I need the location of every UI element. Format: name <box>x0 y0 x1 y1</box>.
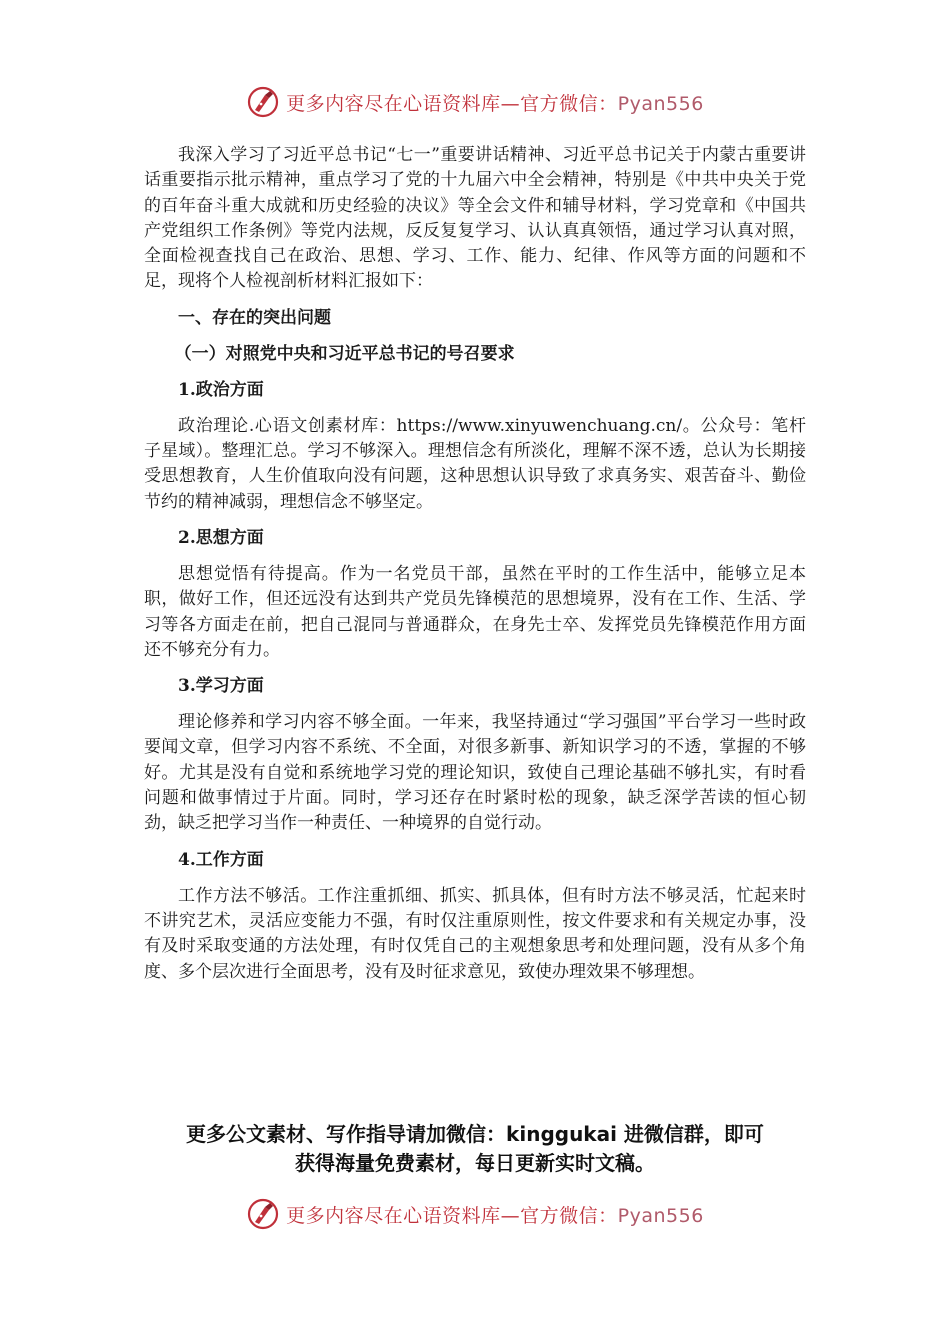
item-heading-thought: 2.思想方面 <box>178 527 264 548</box>
pen-nib-logo-icon <box>246 1197 280 1231</box>
document-body <box>144 143 806 996</box>
intro-paragraph: 我深入学习了习近平总书记“七一”重要讲话精神、习近平总书记关于内蒙古重要讲话重要指示批示精神，重点学习了党的十九届六中全会精神，特别是《中共中央关于党的百年奋斗重大成就和历史经验的决议》等全会文件和辅导材料，学习党章和《中国共产党组织工作条例》等党内法规，反反复复学习、认认真真领悟，通过学习认真对照，全面检视查找自己在政治、思想、学习、工作、能力、纪律、作风等方面的问题和不足，现将个人检视剖析材料汇报如下： <box>144 145 806 292</box>
pen-nib-logo-icon <box>246 85 280 119</box>
promo-text <box>0 1120 950 1178</box>
footer-banner-text: 更多内容尽在心语资料库—官方微信：Pyan556 <box>286 1204 704 1227</box>
footer-wechat-id: Pyan556 <box>617 1204 704 1227</box>
section-heading: 一、存在的突出问题 <box>178 307 331 328</box>
footer-banner <box>0 1192 950 1236</box>
promo-line-1: 更多公文素材、写作指导请加微信：kinggukai 进微信群，即可 <box>186 1122 764 1146</box>
item-heading-study: 3.学习方面 <box>178 676 264 697</box>
item-text-politics: 政治理论.心语文创素材库：https://www.xinyuwenchuang.cn/。公众号：笔杆子星域）。整理汇总。学习不够深入。理想信念有所淡化，理解不深不透，总认为长期接受思想教育，人生价值取向没有问题，这种思想认识导致了求真务实、艰苦奋斗、勤俭节约的精神减弱，理想信念不够坚定。 <box>144 415 806 512</box>
header-wechat-id: Pyan556 <box>617 92 704 115</box>
subsection-heading: （一）对照党中央和习近平总书记的号召要求 <box>174 343 515 364</box>
item-text-study: 理论修养和学习内容不够全面。一年来，我坚持通过“学习强国”平台学习一些时政要闻文章，但学习内容不系统、不全面，对很多新事、新知识学习的不透，掌握的不够好。尤其是没有自觉和系统地学习党的理论知识，致使自己理论基础不够扎实，有时看问题和做事情过于片面。同时，学习还存在时紧时松的现象，缺乏深学苦读的恒心韧劲，缺乏把学习当作一种责任、一种境界的自觉行动。 <box>144 712 806 834</box>
item-text-thought: 思想觉悟有待提高。作为一名党员干部，虽然在平时的工作生活中，能够立足本职，做好工作，但还远没有达到共产党员先锋模范的思想境界，没有在工作、生活、学习等各方面走在前，把自己混同与普通群众，在身先士卒、发挥党员先锋模范作用方面还不够充分有力。 <box>144 563 806 660</box>
item-heading-politics: 1.政治方面 <box>178 379 264 400</box>
header-banner-text: 更多内容尽在心语资料库—官方微信：Pyan556 <box>286 92 704 115</box>
item-text-work: 工作方法不够活。工作注重抓细、抓实、抓具体，但有时方法不够灵活，忙起来时不讲究艺术，灵活应变能力不强，有时仅注重原则性，按文件要求和有关规定办事，没有及时采取变通的方法处理，有时仅凭自己的主观想象思考和处理问题，没有从多个角度、多个层次进行全面思考，没有及时征求意见，致使办理效果不够理想。 <box>144 885 806 982</box>
header-banner <box>0 80 950 124</box>
item-heading-work: 4.工作方面 <box>178 849 264 870</box>
promo-line-2: 获得海量免费素材，每日更新实时文稿。 <box>295 1151 655 1175</box>
